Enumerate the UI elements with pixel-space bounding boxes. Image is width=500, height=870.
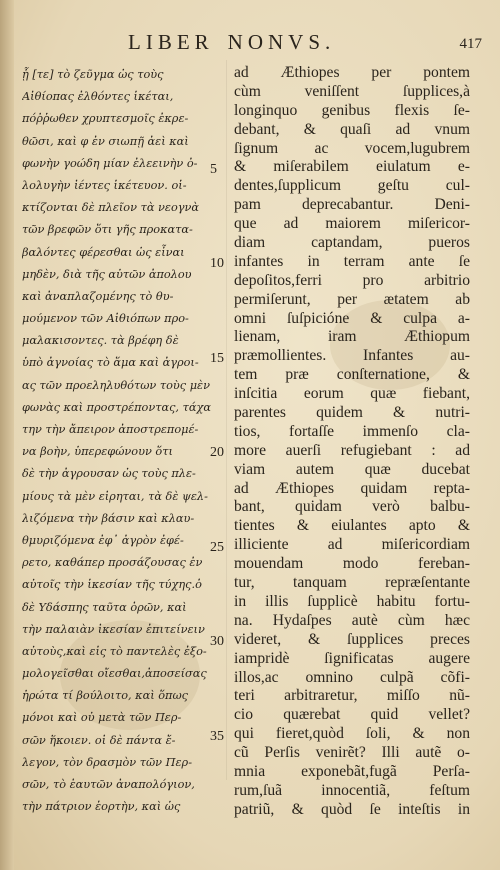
greek-text-line: θμυριζόμενα ἐφ᾽ ἀγρὸν ἐφέ-: [22, 533, 184, 547]
greek-text-line: αὐτοῖς τὴν ἱκεσίαν τῆς τύχης.ὁ: [22, 578, 202, 592]
latin-text-line: ad Æthiopes quidam repta-: [234, 479, 470, 497]
latin-text-line: videret, & ſupplices preces: [234, 630, 470, 648]
line-number: 15: [210, 350, 224, 366]
latin-text-line: patriũ, & quòd ſe inteſtis in: [234, 800, 470, 818]
latin-text-line: na. Hydaſpes autè cùm hæc: [234, 611, 470, 629]
latin-text-line: cùm veniſſent ſupplices,à: [234, 82, 470, 100]
greek-text-line: σῶν, τὸ ἑαυτῶν ἀναπολόγιον,: [22, 778, 195, 791]
line-number: 5: [210, 161, 217, 177]
greek-text-line: δὲ τὴν ἀγρουσαν ὡς τοὺς πλε-: [22, 467, 196, 481]
greek-text-line: τὴν παλαιὰν ἱκεσίαν ἐπιτείνειν: [22, 622, 205, 636]
latin-text-line: parentes quidem & nutri-: [234, 404, 470, 422]
greek-text-line: μόνοι καὶ οὐ μετὰ τῶν Περ-: [22, 711, 182, 725]
greek-text-line: ας τῶν προεληλυθότων τοὺς μὲν: [22, 378, 210, 392]
greek-text-line: ὑπὸ ἀγνοίας τὸ ἅμα καὶ ἀγροι-: [22, 356, 199, 370]
latin-text-line: more auerſi refugiebant : ad: [234, 441, 470, 459]
latin-text-line: mouendam modo fereban-: [234, 555, 470, 573]
greek-text-line: σῶν ἥκοιεν. οἱ δὲ πάντα ἔ-: [22, 733, 176, 747]
greek-text-line: μηδὲν, διὰ τῆς αὐτῶν ἀπολου: [22, 267, 192, 281]
latin-text-line: tur, tanquam repræſentante: [234, 574, 470, 592]
running-header: [128, 30, 335, 55]
page-number: 417: [459, 36, 482, 52]
latin-text-line: inſcitia eorum quæ fiebant,: [234, 385, 470, 403]
latin-text-line: cũ Perſis venirẽt? Illi autẽ o-: [234, 744, 470, 762]
greek-text-line: φωνὴν γοώδη μίαν ἐλεεινὴν ὀ-: [22, 156, 198, 170]
running-title-nonus: NONVS.: [227, 30, 336, 54]
greek-text-line: τῶν βρεφῶν ὅτι γῆς προκατα-: [22, 223, 193, 237]
latin-text-line: præmollientes. Infantes au-: [234, 347, 470, 365]
latin-text-line: omni ſuſpicióne & culpa a-: [234, 309, 470, 327]
greek-text-line: να βοὴν, ὑπερεφώνουν ὅτι: [22, 445, 173, 459]
latin-text-line: ſignum ac vocem,lugubrem: [234, 139, 470, 157]
greek-text-line: φωνὰς καὶ προστρέποντας, τάχα: [22, 400, 211, 414]
latin-text-line: illiciente ad miſericordiam: [234, 536, 470, 554]
latin-text-line: infantes in terram ante ſe: [234, 252, 470, 270]
latin-text-line: debant, & quaſi ad vnum: [234, 120, 470, 138]
greek-text-line: λιζόμενα τὴν βάσιν καὶ κλαυ-: [22, 511, 195, 525]
latin-text-line: viam autem quæ ducebat: [234, 460, 470, 478]
latin-text-line: mnia exponebãt,fugã Perſa-: [234, 762, 470, 780]
latin-text-line: & miſerabilem eiulatum e-: [234, 158, 470, 176]
greek-text-line: μούμενον τῶν Αἰθιόπων προ-: [22, 312, 189, 326]
greek-text-line: Αἰθίοπας ἐλθόντες ἱκέται,: [22, 90, 174, 104]
greek-text-line: μαλακισοντες. τὰ βρέφη δὲ: [22, 334, 179, 348]
greek-text-line: κτίζονται δὲ πλεῖον τὰ νεογνὰ: [22, 201, 200, 215]
line-number: 25: [210, 539, 224, 555]
greek-column: [22, 64, 222, 818]
greek-text-line: βαλόντες φέρεσθαι ὡς εἶναι: [22, 245, 185, 259]
greek-text-line: δὲ Υδάσπης ταῦτα ὁρῶν, καὶ: [22, 600, 187, 614]
line-number: 30: [210, 634, 224, 649]
latin-text-line: bant, quidam verò balbu-: [234, 498, 470, 516]
running-title-liber: LIBER: [128, 30, 214, 54]
line-number: 20: [210, 445, 224, 460]
greek-text-line: μολογεῖσθαι οἴεσθαι,ἀποσείσας: [22, 667, 207, 681]
latin-text-line: tios, fortaſſe immenſo cla-: [234, 422, 470, 440]
latin-text-line: que ad maiorem miſericor-: [234, 215, 470, 233]
latin-text-line: iampridè ſignificatas augere: [234, 649, 470, 667]
latin-column: [234, 64, 470, 820]
greek-text-line: λεγον, τὸν δρασμὸν τῶν Περ-: [22, 755, 193, 769]
greek-text-line: ἠρώτα τί βούλοιτο, καὶ ὅπως: [22, 689, 189, 703]
greek-text-line: ρετο, καθάπερ προσάζουσας ἐν: [22, 556, 203, 570]
latin-text-line: pam deprecabantur. Deni-: [234, 196, 470, 214]
line-number: 35: [210, 728, 224, 744]
latin-text-line: ad Æthiopes per pontem: [234, 64, 470, 81]
page-gutter: [0, 0, 14, 870]
greek-text-line: λολυγὴν ἱέντες ἱκέτευον. οἱ-: [22, 178, 187, 192]
latin-text-line: longinquo genibus flexis ſe-: [234, 101, 470, 119]
latin-text-line: lienam, iram Æthiopum: [234, 328, 470, 346]
latin-text-line: tem præ conſternatione, &: [234, 366, 470, 384]
latin-text-line: cio quærebat quid vellet?: [234, 706, 470, 724]
greek-text-line: αὐτοὺς,καὶ εἰς τὸ παντελὲς ἐξο-: [22, 644, 207, 658]
greek-text-line: τὴν πάτριον ἑορτὴν, καὶ ὡς: [22, 800, 181, 814]
latin-text-line: illos,ac omnino culpã cõfi-: [234, 668, 470, 686]
latin-text-line: dentes,ſupplicum geſtu cul-: [234, 177, 470, 195]
latin-text-line: permiſerunt, per ætatem ab: [234, 290, 470, 308]
latin-text-line: depoſitos,ferri pro arbitrio: [234, 271, 470, 289]
latin-text-line: in illis ſupplicè habitu fortu-: [234, 592, 470, 610]
latin-text-line: qui fieret,quòd ſoli, & non: [234, 725, 470, 743]
column-divider: [226, 60, 227, 780]
latin-text-line: tientes & eiulantes apto &: [234, 517, 470, 535]
greek-text-line: θῶσι, καὶ φ ἐν σιωπῇ ἀεὶ καὶ: [22, 134, 189, 148]
latin-text-line: diam captandam, pueros: [234, 234, 470, 252]
greek-text-line: την τὴν ἄπειρον ἀποστρεπομέ-: [22, 423, 199, 436]
greek-text-line: πόῤῥωθεν χρυπτεσμοῖς ἐκρε-: [22, 112, 189, 126]
greek-text-line: μίους τὰ μὲν εἰρηται, τὰ δὲ ψελ-: [22, 489, 208, 503]
latin-text-line: teri arbitraretur, miſſo nũ-: [234, 687, 470, 705]
latin-text-line: rum,ſuã innocentiã, feſtum: [234, 781, 470, 799]
line-number: 10: [210, 256, 224, 271]
greek-text-line: καὶ ἀναπλαζομένης τὸ θυ-: [22, 289, 174, 303]
greek-text-line: ᾗ [τε] τὸ ζεῦγμα ὡς τοὺς: [22, 68, 164, 81]
